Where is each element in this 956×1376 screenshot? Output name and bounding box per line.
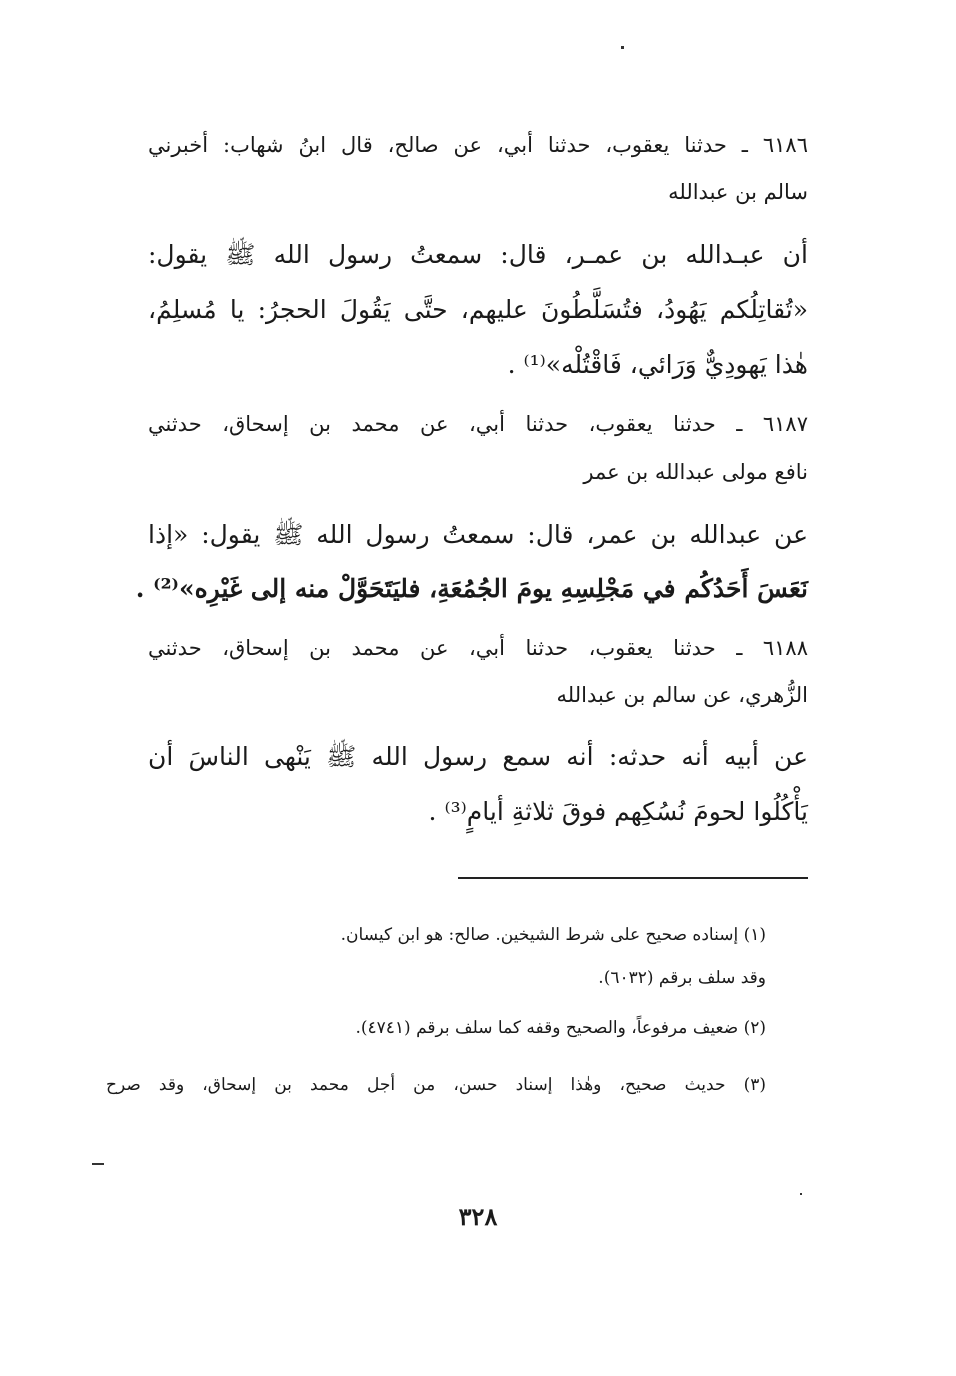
hadith-6188-sanad-line-1: ٦١٨٨ ـ حدثنا يعقوب، حدثنا أبي، عن محمد بن إسحاق، حدثني <box>148 636 808 660</box>
scan-speck <box>621 46 624 49</box>
hadith-6188-matn-line-1: عن أبيه أنه حدثه: أنه سمع رسول الله ﷺ يَنْهى الناسَ أن <box>148 742 808 771</box>
footnote-3: (٣) حديث صحيح، وهٰذا إسناد حسن، من أجل محمد بن إسحاق، وقد صرح <box>106 1075 766 1095</box>
hadith-6187-sanad-line-2: نافع مولى عبدالله بن عمر <box>583 460 808 484</box>
scan-speck <box>800 1193 802 1195</box>
footnote-2: (٢) ضعيف مرفوعاً، والصحيح وقفه كما سلف برقم (٤٧٤١). <box>355 1018 766 1038</box>
hadith-6186-matn-line-1: أن عبـدالله بن عمـر، قال: سمعتُ رسول الله ﷺ يقول: <box>148 240 808 269</box>
page-number: ٣٢٨ <box>458 1202 498 1231</box>
hadith-6188-sanad-line-2: الزُّهري، عن سالم بن عبدالله <box>556 683 808 707</box>
footnote-separator <box>458 877 808 879</box>
hadith-6188-matn-line-2: يَأْكُلُوا لحومَ نُسُكِهم فوقَ ثلاثةِ أيامٍ⁽³⁾ . <box>428 797 808 826</box>
footnote-1-line-2: وقد سلف برقم (٦٠٣٢). <box>598 968 766 988</box>
hadith-6187-matn-line-2: نَعَسَ أَحَدُكُم في مَجْلِسِهِ يومَ الجُمُعَةِ، فليَتَحَوَّلْ منه إلى غَيْرِه»⁽²⁾ . <box>135 574 808 603</box>
hadith-6187-sanad-line-1: ٦١٨٧ ـ حدثنا يعقوب، حدثنا أبي، عن محمد بن إسحاق، حدثني <box>148 412 808 436</box>
footnote-1-line-1: (١) إسناده صحيح على شرط الشيخين. صالح: هو ابن كيسان. <box>340 925 766 945</box>
hadith-6186-matn-line-3: هٰذا يَهودِيٌّ وَرَائي، فَاقْتُلْه»⁽¹⁾ . <box>507 350 808 379</box>
hadith-6186-sanad-line-2: سالم بن عبدالله <box>668 180 808 204</box>
scan-speck <box>92 1163 104 1165</box>
hadith-6187-matn-line-1: عن عبدالله بن عمر، قال: سمعتُ رسول الله ﷺ يقول: «إذا <box>148 520 808 549</box>
hadith-6186-sanad-line-1: ٦١٨٦ ـ حدثنا يعقوب، حدثنا أبي، عن صالح، قال ابنُ شهاب: أخبرني <box>148 133 808 157</box>
hadith-6186-matn-line-2: «تُقاتِلُكم يَهُودُ، فتُسَلَّطُونَ عليهم، حتَّى يَقُولَ الحجرُ: يا مُسلِمُ، <box>148 295 808 324</box>
